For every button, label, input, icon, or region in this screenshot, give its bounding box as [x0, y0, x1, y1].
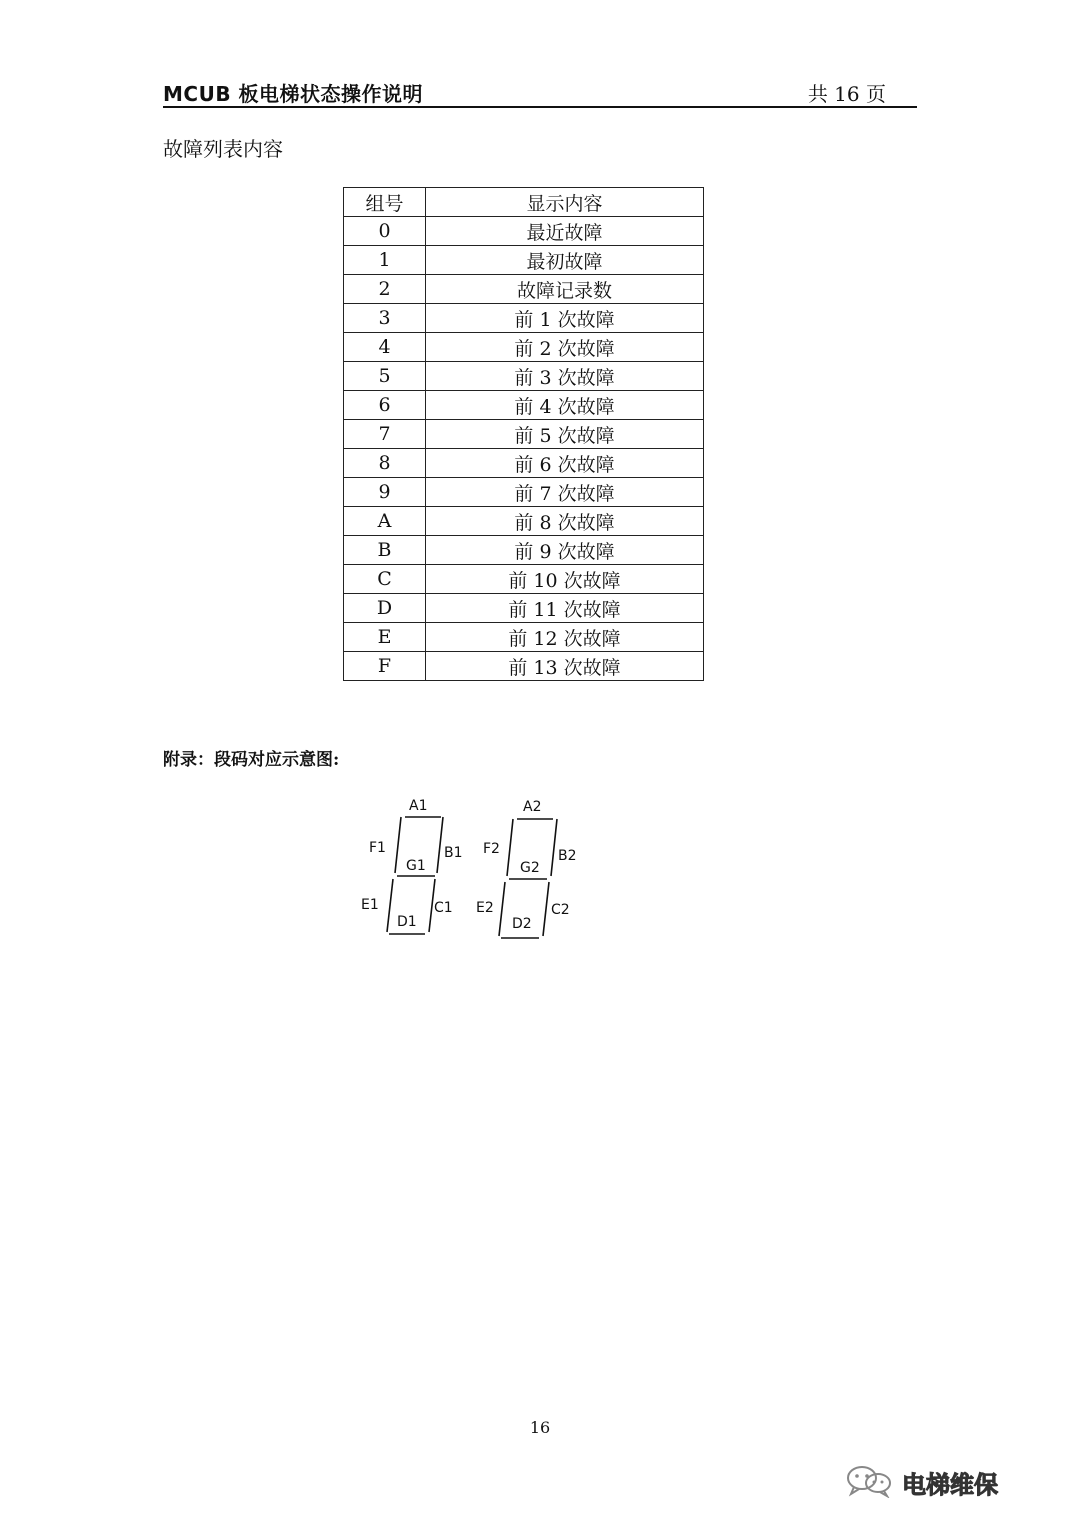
group-cell: F	[344, 652, 426, 681]
table-row	[344, 362, 704, 391]
segment-e2	[499, 882, 505, 936]
label-c1: C1	[434, 900, 453, 916]
section-title: 故障列表内容	[163, 137, 283, 161]
column-header-content: 显示内容	[426, 188, 704, 217]
content-cell: 前 4 次故障	[426, 391, 704, 420]
appendix-title: 附录：段码对应示意图:	[163, 750, 340, 770]
table-row	[344, 304, 704, 333]
label-b1: B1	[444, 845, 463, 861]
table-row	[344, 391, 704, 420]
segment-f1	[395, 817, 401, 873]
content-cell: 前 8 次故障	[426, 507, 704, 536]
label-g2: G2	[520, 860, 540, 876]
label-a2: A2	[523, 799, 542, 815]
fault-list-table	[343, 187, 704, 681]
label-f2: F2	[483, 841, 500, 857]
label-a1: A1	[409, 798, 428, 814]
group-cell: 2	[344, 275, 426, 304]
table-row	[344, 246, 704, 275]
page-number: 16	[529, 1418, 551, 1437]
content-cell: 前 1 次故障	[426, 304, 704, 333]
group-cell: E	[344, 623, 426, 652]
table-row	[344, 217, 704, 246]
group-cell: A	[344, 507, 426, 536]
wechat-icon	[842, 1462, 896, 1502]
group-cell: 6	[344, 391, 426, 420]
label-c2: C2	[551, 902, 570, 918]
label-d2: D2	[512, 916, 532, 932]
group-cell: 8	[344, 449, 426, 478]
label-d1: D1	[397, 914, 417, 930]
table-row	[344, 420, 704, 449]
segment-b2	[551, 819, 557, 876]
content-cell: 前 2 次故障	[426, 333, 704, 362]
content-cell: 前 9 次故障	[426, 536, 704, 565]
column-header-group: 组号	[344, 188, 426, 217]
content-cell: 前 12 次故障	[426, 623, 704, 652]
label-g1: G1	[406, 858, 426, 874]
segment-e1	[387, 879, 393, 932]
segment-f2	[507, 819, 513, 876]
table-header-row	[344, 188, 704, 217]
segment-code-diagram	[355, 790, 595, 950]
table-row	[344, 333, 704, 362]
segment-c2	[543, 882, 549, 936]
watermark-text: 电梯维保	[902, 1470, 998, 1499]
table-row	[344, 565, 704, 594]
table-row	[344, 652, 704, 681]
table-row	[344, 275, 704, 304]
group-cell: 3	[344, 304, 426, 333]
table-row	[344, 449, 704, 478]
content-cell: 前 13 次故障	[426, 652, 704, 681]
group-cell: 9	[344, 478, 426, 507]
group-cell: 4	[344, 333, 426, 362]
group-cell: 1	[344, 246, 426, 275]
content-cell: 前 6 次故障	[426, 449, 704, 478]
label-f1: F1	[369, 840, 386, 856]
segment-b1	[437, 817, 443, 873]
content-cell: 前 7 次故障	[426, 478, 704, 507]
content-cell: 前 3 次故障	[426, 362, 704, 391]
label-b2: B2	[558, 848, 577, 864]
content-cell: 前 11 次故障	[426, 594, 704, 623]
content-cell: 前 10 次故障	[426, 565, 704, 594]
document-title: MCUB 板电梯状态操作说明	[163, 82, 424, 106]
group-cell: D	[344, 594, 426, 623]
table-row	[344, 536, 704, 565]
content-cell: 前 5 次故障	[426, 420, 704, 449]
label-e2: E2	[476, 900, 494, 916]
group-cell: B	[344, 536, 426, 565]
table-row	[344, 507, 704, 536]
group-cell: C	[344, 565, 426, 594]
content-cell: 故障记录数	[426, 275, 704, 304]
table-row	[344, 478, 704, 507]
group-cell: 5	[344, 362, 426, 391]
header-divider	[163, 106, 917, 108]
table-row	[344, 594, 704, 623]
page-total: 共 16 页	[807, 82, 886, 106]
content-cell: 最近故障	[426, 217, 704, 246]
group-cell: 0	[344, 217, 426, 246]
table-row	[344, 623, 704, 652]
group-cell: 7	[344, 420, 426, 449]
label-e1: E1	[361, 897, 379, 913]
content-cell: 最初故障	[426, 246, 704, 275]
watermark	[842, 1462, 998, 1502]
